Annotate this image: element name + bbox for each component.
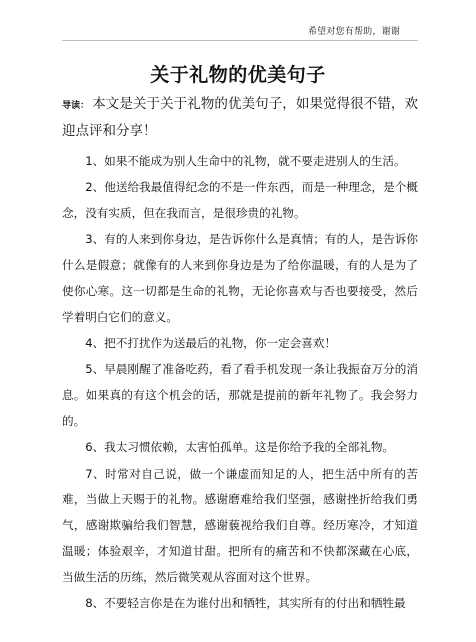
paragraph-7: 7、时常对自己说，做一个谦虚而知足的人，把生活中所有的苦难，当做上天赐于的礼物。感谢磨难给我们坚强，感谢挫折给我们勇气，感谢欺骗给我们智慧，感谢藐视给我们自尊。经历寒冷，才知道温暖；体验艰辛，才知道甘甜。把所有的痛苦和不快都深藏在心底，当做生活的历练，然后微笑观从容面对这个世界。 <box>62 466 418 584</box>
document-title: 关于礼物的优美句子 <box>150 64 326 86</box>
paragraph-8: 8、不要轻言你是在为谁付出和牺牲，其实所有的付出和牺牲最 <box>85 596 406 611</box>
header-divider <box>62 40 418 41</box>
intro-text: 本文是关于关于礼物的优美句子，如果觉得很不错，欢迎点评和分享！ <box>62 96 418 139</box>
document-body <box>62 92 418 617</box>
intro-paragraph <box>62 92 418 144</box>
intro-label: 导读： <box>62 101 90 111</box>
paragraph-3: 3、有的人来到你身边，是告诉你什么是真情；有的人，是告诉你什么是假意；就像有的人来到你身边是为了给你温暖，有的人是为了使你心寒。这一切都是生命的礼物，无论你喜欢与否也要接受，然后学着明白它们的意义。 <box>62 232 418 324</box>
paragraph-6: 6、我太习惯依赖，太害怕孤单。这是你给予我的全部礼物。 <box>85 440 395 455</box>
paragraph-5: 5、早晨刚醒了准备吃药，看了看手机发现一条让我振奋万分的消息。如果真的有这个机会的话，那就是提前的新年礼物了。我会努力的。 <box>62 362 418 428</box>
paragraph-2: 2、他送给我最值得纪念的不是一件东西，而是一种理念，是个概念，没有实质，但在我而言，是很珍贵的礼物。 <box>62 180 418 221</box>
header-note: 希望对您有帮助，谢谢 <box>307 27 400 37</box>
paragraph-1: 1、如果不能成为别人生命中的礼物，就不要走进别人的生活。 <box>85 154 406 168</box>
paragraph-4: 4、把不打扰作为送最后的礼物，你一定会喜欢！ <box>85 336 337 351</box>
